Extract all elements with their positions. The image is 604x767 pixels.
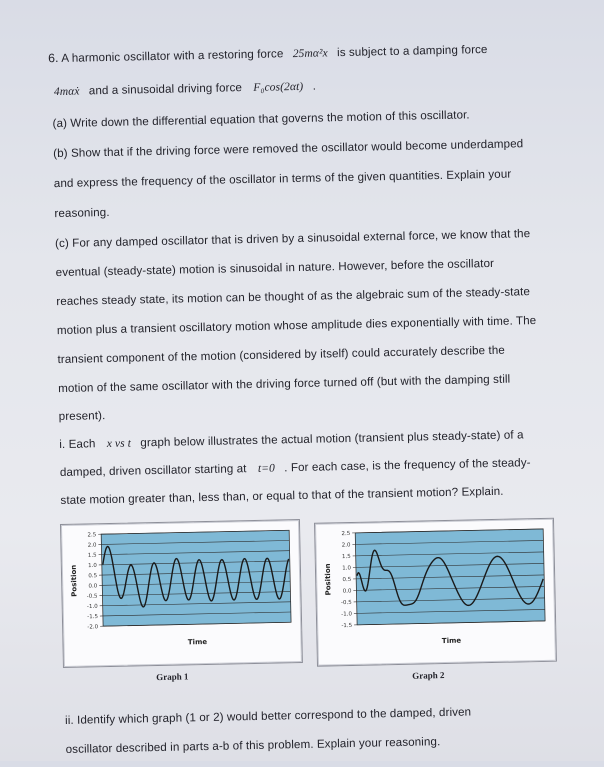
x-axis-label: Time	[188, 638, 208, 646]
y-tick-label: 2.0	[342, 542, 351, 548]
y-tick-label: -1.0	[87, 604, 98, 610]
problem-number: 6.	[48, 51, 59, 65]
part-c-line-6: motion of the same oscillator with the driving force turned off (but with the damping still	[58, 373, 510, 395]
part-c-i-line-3: state motion greater than, less than, or equal to that of the transient motion? Explain.	[60, 485, 503, 507]
y-tick-label: 0.0	[343, 588, 352, 594]
part-c-line-7: present).	[59, 409, 106, 423]
part-b-line-3: reasoning.	[54, 206, 109, 220]
y-tick-label: 0.5	[342, 577, 351, 583]
graph-1-panel	[60, 519, 303, 668]
y-tick-label: -1.5	[341, 623, 352, 629]
damping-force-expr: 4mαẋ	[54, 86, 80, 99]
intro-text-2: is subject to a damping force	[337, 43, 488, 59]
part-c-line-3: reaches steady state, its motion can be thought of as the algebraic sum of the steady-state	[56, 285, 530, 308]
graph-2-panel	[314, 518, 557, 667]
y-tick-label: 1.5	[88, 553, 97, 559]
intro-text-3: and a sinusoidal driving force	[89, 81, 242, 97]
y-tick-label: -1.5	[87, 614, 98, 620]
part-c-i-text-2: graph below illustrates the actual motion (transient plus steady-state) of a	[140, 428, 524, 449]
y-tick-label: -1.0	[341, 611, 352, 617]
y-axis-label: Position	[70, 565, 79, 597]
problem-line-2	[54, 80, 316, 98]
part-b-line-2: and express the frequency of the oscillator in terms of the given quantities. Explain your	[54, 168, 512, 191]
graph-2-chart	[315, 519, 556, 666]
x-vs-t-expr: x vs t	[107, 438, 131, 451]
part-c-line-5: transient component of the motion (considered by itself) could accurately describe the	[57, 344, 505, 366]
y-tick-label: 2.5	[87, 532, 96, 538]
part-b-line-1: (b) Show that if the driving force were removed the oscillator would become underdamped	[53, 137, 523, 160]
y-axis-label: Position	[324, 563, 333, 595]
part-c-ii-line-2: oscillator described in parts a-b of this problem. Explain your reasoning.	[66, 735, 441, 756]
y-tick-label: -0.5	[341, 600, 352, 606]
y-tick-label: -2.0	[87, 624, 98, 630]
y-tick-label: 1.5	[342, 554, 351, 560]
y-tick-label: 1.0	[342, 565, 351, 571]
y-tick-label: 1.0	[88, 563, 97, 569]
part-c-line-4: motion plus a transient oscillatory motion whose amplitude dies exponentially with time. The	[57, 314, 537, 337]
graph-2-caption: Graph 2	[412, 670, 444, 681]
problem-line-1	[48, 42, 488, 65]
t-zero-expr: t=0	[258, 463, 275, 475]
y-tick-label: 2.5	[341, 531, 350, 537]
part-c-i-text-4: . For each case, is the frequency of the steady-	[284, 456, 531, 474]
y-tick-label: -0.5	[87, 594, 98, 600]
driving-force-expr: F₀cos(2αt)	[253, 81, 303, 94]
part-c-ii-line-1: ii. Identify which graph (1 or 2) would better correspond to the damped, driven	[65, 705, 471, 727]
part-c-i-line-2	[60, 456, 531, 479]
x-axis-label: Time	[442, 637, 462, 645]
graph-1-caption: Graph 1	[156, 671, 188, 682]
part-c-line-1: (c) For any damped oscillator that is driven by a sinusoidal external force, we know that the	[55, 227, 530, 250]
y-tick-label: 2.0	[88, 543, 97, 549]
intro-text-1: A harmonic oscillator with a restoring force	[61, 47, 283, 65]
restoring-force-expr: 25mα²x	[293, 47, 328, 60]
part-c-i-line-1	[59, 428, 524, 451]
part-a: (a) Write down the differential equation that governs the motion of this oscillator.	[52, 108, 469, 130]
graph-1-chart	[61, 520, 302, 667]
y-tick-label: 0.5	[88, 573, 97, 579]
intro-text-end: .	[312, 80, 316, 93]
y-tick-label: 0.0	[88, 583, 97, 589]
part-c-i-text-1: i. Each	[59, 437, 95, 451]
part-c-i-text-3: damped, driven oscillator starting at	[60, 462, 247, 479]
part-c-line-2: eventual (steady-state) motion is sinusoidal in nature. However, before the oscillator	[56, 257, 495, 279]
